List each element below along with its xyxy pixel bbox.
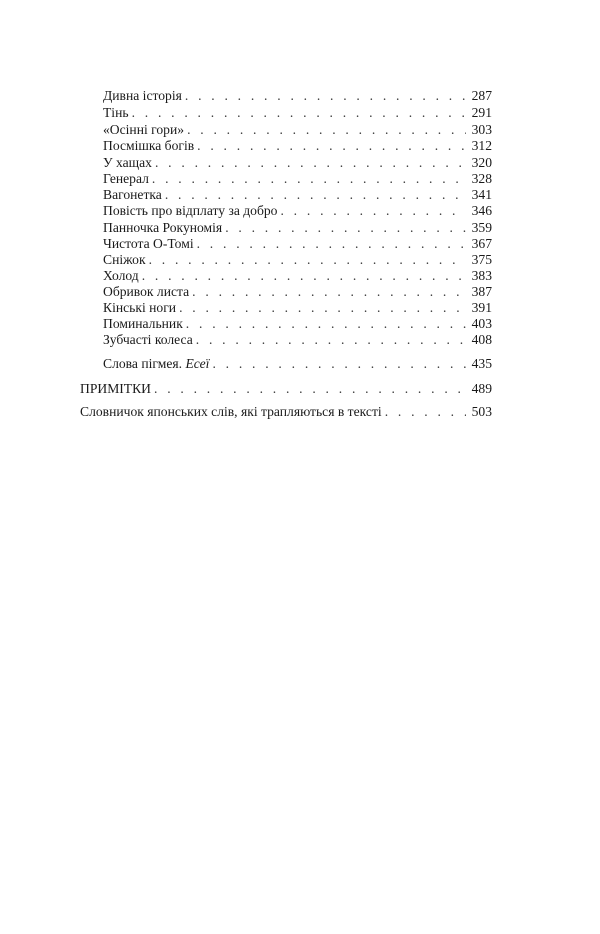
toc-entry-notes[interactable] bbox=[80, 381, 492, 396]
toc-entry[interactable] bbox=[103, 138, 492, 153]
toc-entry-title: Сніжок bbox=[103, 252, 146, 267]
dot-leader bbox=[197, 138, 466, 153]
dot-leader bbox=[132, 105, 466, 120]
toc-section-title: Словничок японських слів, які трапляються в тексті bbox=[80, 404, 382, 419]
toc-entry-title: Панночка Рокуномія bbox=[103, 220, 223, 235]
dot-leader bbox=[185, 88, 466, 103]
toc-entry[interactable] bbox=[103, 171, 492, 186]
dot-leader bbox=[155, 155, 466, 170]
toc-entry-title: У хащах bbox=[103, 155, 152, 170]
toc-entry-page: 287 bbox=[471, 88, 492, 103]
toc-entry-title: Кінські ноги bbox=[103, 300, 177, 315]
dot-leader bbox=[186, 316, 466, 331]
toc-entry-title bbox=[103, 356, 209, 371]
dot-leader bbox=[197, 236, 466, 251]
toc-entry[interactable] bbox=[103, 284, 492, 299]
dot-leader bbox=[179, 300, 466, 315]
toc-entry-title: Посмішка богів bbox=[103, 138, 195, 153]
toc-entry[interactable] bbox=[103, 220, 492, 235]
toc-entry-title: Поминальник bbox=[103, 316, 183, 331]
toc-section-title: ПРИМІТКИ bbox=[80, 381, 151, 396]
dot-leader bbox=[149, 252, 466, 267]
essays-title: Слова пігмея. bbox=[103, 356, 183, 371]
toc-entry-essays[interactable] bbox=[103, 356, 492, 371]
toc-entry-page: 408 bbox=[471, 332, 492, 347]
toc-entry-glossary[interactable] bbox=[80, 404, 492, 419]
toc-entry[interactable] bbox=[103, 88, 492, 103]
toc-entry-page: 320 bbox=[471, 155, 492, 170]
toc-entry-page: 341 bbox=[471, 187, 492, 202]
toc-entry-title: Тінь bbox=[103, 105, 129, 120]
toc-entry[interactable] bbox=[103, 155, 492, 170]
toc-entry-title: Повість про відплату за добро bbox=[103, 203, 278, 218]
toc-entry-page: 346 bbox=[471, 203, 492, 218]
toc-entry-title: Вагонетка bbox=[103, 187, 162, 202]
toc-entry-title: Обривок листа bbox=[103, 284, 190, 299]
dot-leader bbox=[192, 284, 466, 299]
toc-entry[interactable] bbox=[103, 300, 492, 315]
toc-entry-page: 435 bbox=[471, 356, 492, 371]
toc-entry-page: 312 bbox=[471, 138, 492, 153]
dot-leader bbox=[280, 203, 466, 218]
toc-entry-page: 367 bbox=[471, 236, 492, 251]
dot-leader bbox=[165, 187, 466, 202]
dot-leader bbox=[212, 356, 466, 371]
toc-entry-title: Чистота О-Томі bbox=[103, 236, 194, 251]
toc-entry[interactable] bbox=[103, 268, 492, 283]
toc-entry[interactable] bbox=[103, 203, 492, 218]
dot-leader bbox=[154, 381, 466, 396]
toc-entry-title: Зубчасті колеса bbox=[103, 332, 193, 347]
toc-entry-page: 375 bbox=[471, 252, 492, 267]
toc-entry-title: Холод bbox=[103, 268, 139, 283]
toc-entry-page: 503 bbox=[471, 404, 492, 419]
toc-entry[interactable] bbox=[103, 316, 492, 331]
dot-leader bbox=[385, 404, 466, 419]
toc-entry[interactable] bbox=[103, 105, 492, 120]
toc-entry[interactable] bbox=[103, 236, 492, 251]
toc-entry-page: 291 bbox=[471, 105, 492, 120]
toc-entry-page: 403 bbox=[471, 316, 492, 331]
toc-entry[interactable] bbox=[103, 122, 492, 137]
toc-entry-page: 359 bbox=[471, 220, 492, 235]
toc-entry[interactable] bbox=[103, 332, 492, 347]
dot-leader bbox=[225, 220, 466, 235]
dot-leader bbox=[152, 171, 466, 186]
toc-entry-title: Генерал bbox=[103, 171, 149, 186]
toc-entry-title: «Осінні гори» bbox=[103, 122, 185, 137]
toc-entry-page: 387 bbox=[471, 284, 492, 299]
toc-entry-page: 391 bbox=[471, 300, 492, 315]
dot-leader bbox=[142, 268, 466, 283]
dot-leader bbox=[196, 332, 466, 347]
essays-genre: Есеї bbox=[185, 356, 210, 371]
toc-entry[interactable] bbox=[103, 187, 492, 202]
toc-entry-page: 328 bbox=[471, 171, 492, 186]
toc-entry[interactable] bbox=[103, 252, 492, 267]
toc-entry-page: 489 bbox=[471, 381, 492, 396]
toc-entry-page: 303 bbox=[471, 122, 492, 137]
toc-entry-page: 383 bbox=[471, 268, 492, 283]
dot-leader bbox=[187, 122, 466, 137]
toc-entry-title: Дивна історія bbox=[103, 88, 182, 103]
